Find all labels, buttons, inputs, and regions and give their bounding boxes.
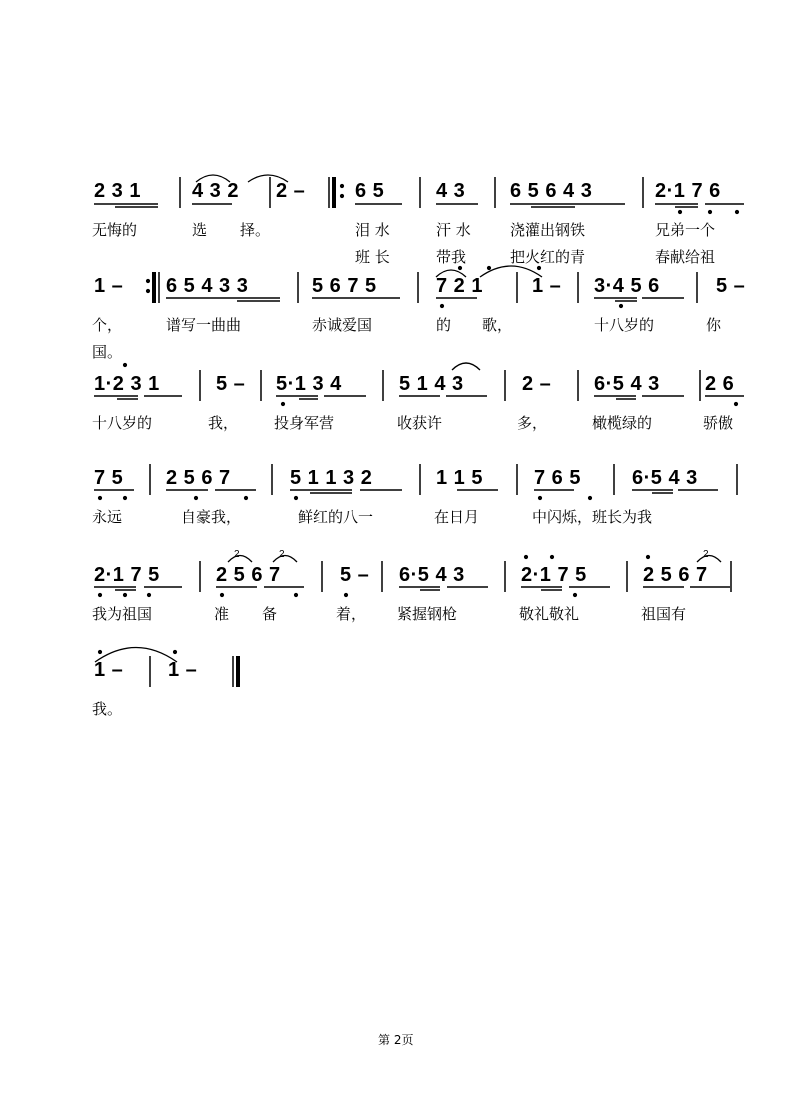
lyric-verse-1: 永远 [92,508,123,526]
lyric-verse-1: 橄榄绿的 [592,414,653,432]
lyric-verse-1: 多， [517,414,548,432]
measure-notes: 5 6 7 5 [312,275,377,297]
measure-notes: 2 3 1 [94,180,141,202]
lyric-verse-1: 个， [92,316,123,334]
measure-notes: 2 – [522,373,552,395]
measure-notes: 6 5 4 3 3 [166,275,249,297]
lyric-verse-1: 祖国有 [641,605,687,623]
lyric-verse-2: 班 长 [355,248,390,266]
lyric-verse-1: 鲜红的八一 [298,508,374,526]
measure-notes: 6 5 6 4 3 [510,180,593,202]
measure-notes: 1 – [532,275,562,297]
lyric-verse-1: 浇灌出钢铁 [510,221,586,239]
lyric-verse-1: 在日月 [434,508,480,526]
svg-text:2: 2 [234,549,240,560]
lyric-verse-1: 我， [208,414,239,432]
measure-notes: 5 1 4 3 [399,373,464,395]
measure-notes: 5 – [340,564,370,586]
measure-notes: 2 6 [705,373,735,395]
measure-notes: 4 3 2 [192,180,239,202]
lyric-verse-1: 我为祖国 [92,605,153,623]
lyric-verse-1: 谱写一曲曲 [166,316,242,334]
lyric-verse-1: 赤诚爱国 [312,316,373,334]
measure-notes: 2 5 6 7 [216,564,281,586]
lyric-verse-1: 着， [336,605,367,623]
lyric-verse-1: 汗 水 [436,221,471,239]
measure-notes: 6·5 4 3 [632,467,698,489]
measure-notes: 5 – [216,373,246,395]
lyric-verse-1: 自豪我， [181,508,242,526]
measure-notes: 6 5 [355,180,385,202]
measure-notes: 1·2 3 1 [94,373,160,395]
lyric-verse-1: 择。 [240,221,271,239]
lyric-verse-1: 骄傲 [703,414,734,432]
lyric-verse-2: 国。 [92,343,123,361]
lyric-verse-1: 无悔的 [92,221,138,239]
measure-notes: 1 1 5 [436,467,483,489]
lyric-verse-1: 你 [706,316,722,334]
svg-text:2: 2 [279,549,285,560]
measure-notes: 1 – [168,659,198,681]
lyric-verse-2: 把火红的青 [510,248,586,266]
measure-notes: 7 2 1 [436,275,483,297]
measure-notes: 2·1 7 5 [521,564,587,586]
lyric-verse-1: 中闪烁，班长为我 [532,508,653,526]
measure-notes: 6·5 4 3 [399,564,465,586]
lyric-verse-1: 收获许 [397,414,443,432]
measure-notes: 2 5 6 7 [166,467,231,489]
svg-text:2: 2 [703,549,709,560]
measure-notes: 5·1 3 4 [276,373,342,395]
measure-notes: 2 5 6 7 [643,564,708,586]
measure-notes: 1 – [94,275,124,297]
lyric-verse-1: 敬礼敬礼 [519,605,580,623]
lyric-verse-1: 兄弟一个 [655,221,716,239]
lyric-verse-1: 准 [214,605,230,623]
lyric-verse-1: 的 [436,316,452,334]
measure-notes: 3·4 5 6 [594,275,660,297]
page-number: 第 2页 [378,1033,414,1047]
lyric-verse-1: 十八岁的 [594,316,655,334]
measure-notes: 5 – [716,275,746,297]
lyric-verse-1: 十八岁的 [92,414,153,432]
measure-notes: 2·1 7 6 [655,180,721,202]
lyric-verse-1: 我。 [92,700,123,718]
measure-notes: 7 6 5 [534,467,581,489]
lyric-verse-1: 选 [192,221,208,239]
measure-notes: 7 5 [94,467,124,489]
lyric-verse-1: 备 [262,605,278,623]
lyric-verse-1: 泪 水 [355,221,390,239]
measure-notes: 4 3 [436,180,466,202]
lyric-verse-1: 歌， [482,316,513,334]
measure-notes: 2 – [276,180,306,202]
lyric-verse-1: 紧握钢枪 [397,605,458,623]
lyric-verse-1: 投身军营 [274,414,335,432]
lyric-verse-2: 带我 [436,248,467,266]
measure-notes: 1 – [94,659,124,681]
lyric-verse-2: 春献给祖 [655,248,716,266]
measure-notes: 6·5 4 3 [594,373,660,395]
measure-notes: 5 1 1 3 2 [290,467,373,489]
measure-notes: 2·1 7 5 [94,564,160,586]
